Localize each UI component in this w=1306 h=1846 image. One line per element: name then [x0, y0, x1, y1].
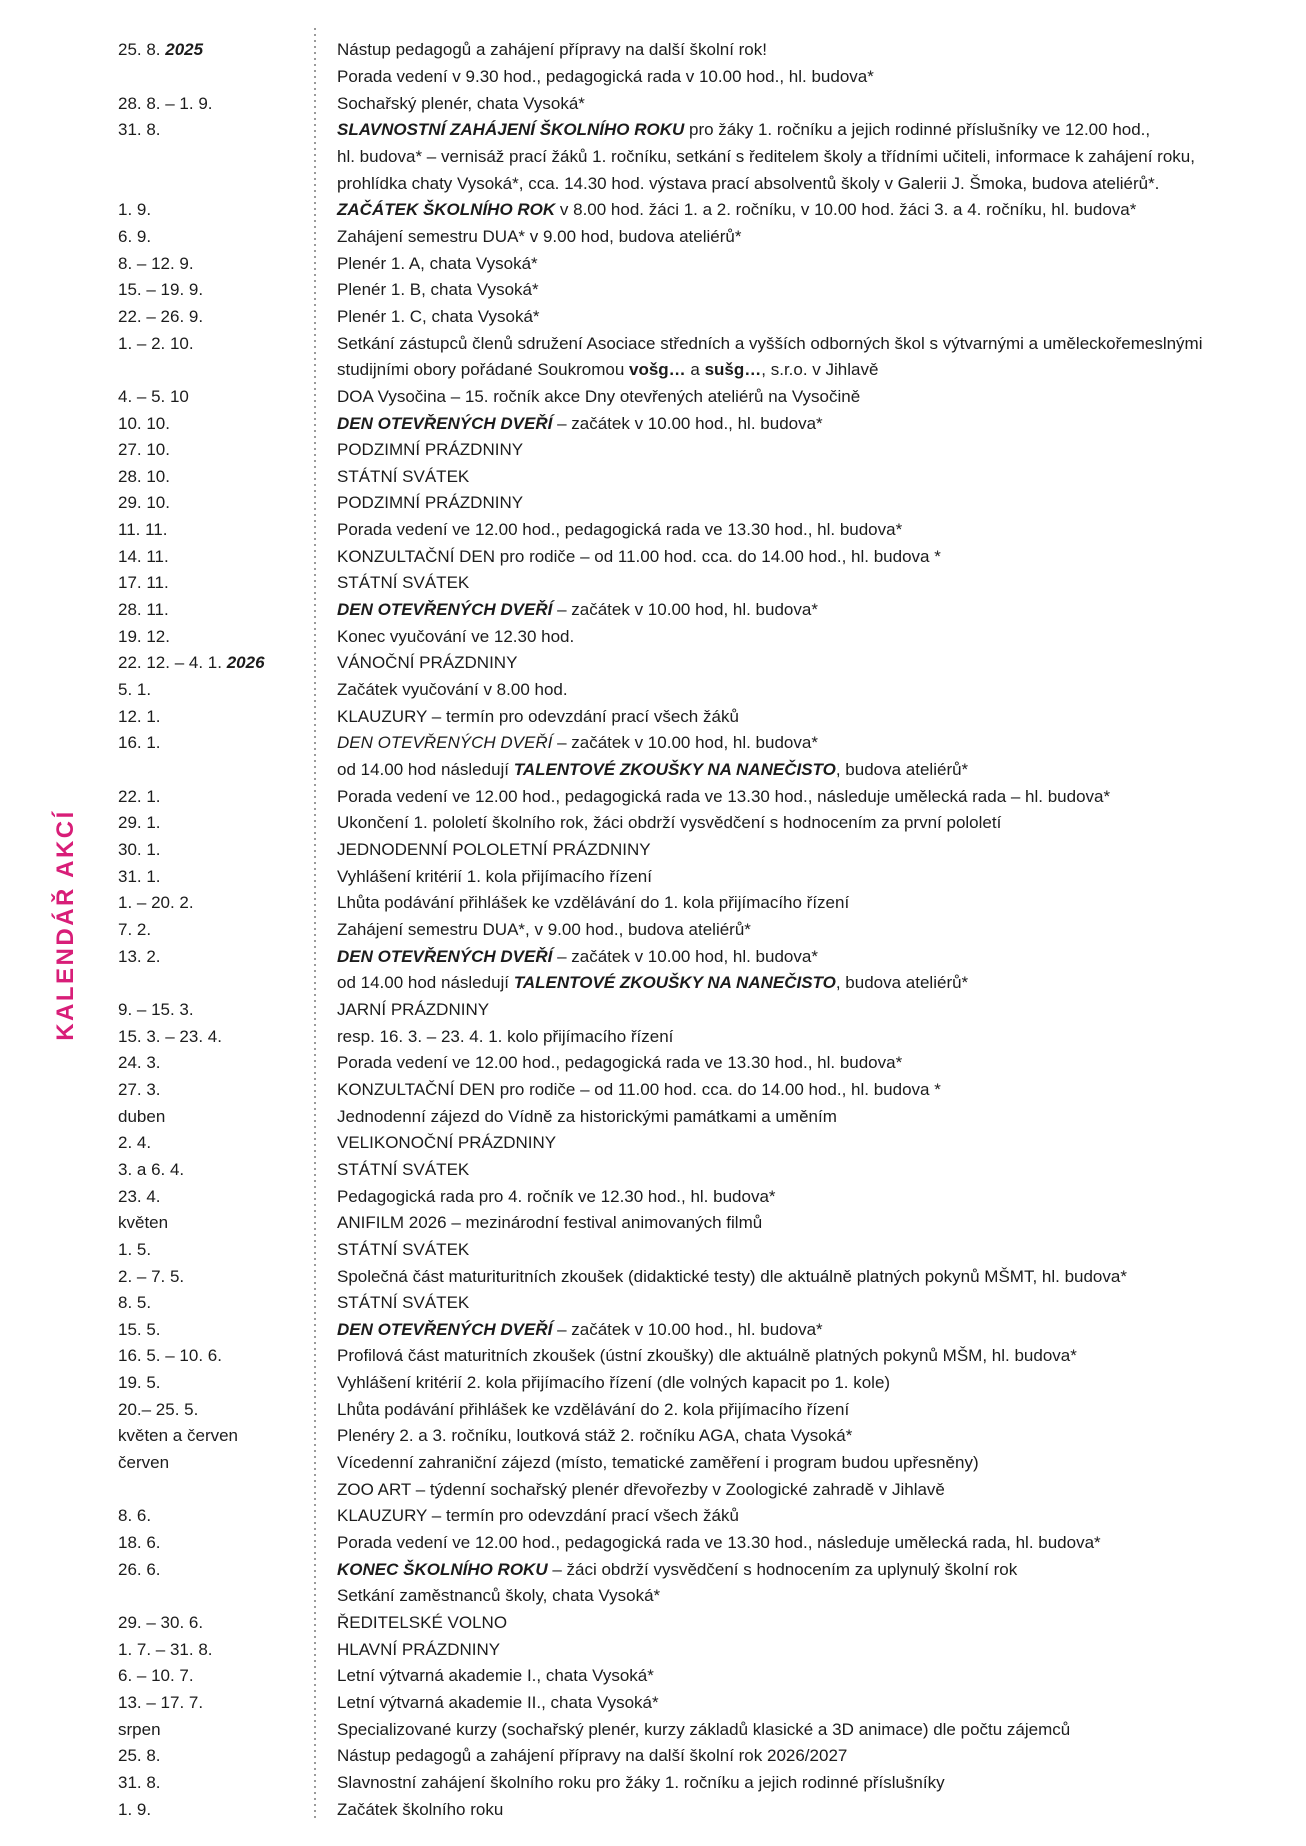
date-cell: 13. 2. [118, 946, 161, 966]
event-text: Nástup pedagogů a zahájení přípravy na další školní rok 2026/2027 [337, 1746, 848, 1766]
calendar-row [118, 1743, 1298, 1770]
event-text: od 14.00 hod následují TALENTOVÉ ZKOUŠKY NA NANEČISTO, budova ateliérů* [337, 760, 969, 780]
calendar-row [118, 1370, 1298, 1397]
event-text: Setkání zástupců členů sdružení Asociace středních a vyšších odborných škol s výtvarnými a uměleckořemeslnými [337, 333, 1203, 353]
event-text: DEN OTEVŘENÝCH DVEŘÍ – začátek v 10.00 hod, hl. budova* [337, 946, 818, 966]
calendar-row [118, 250, 1298, 277]
event-text: ANIFILM 2026 – mezinárodní festival animovaných filmů [337, 1213, 763, 1233]
date-cell: 28. 8. – 1. 9. [118, 93, 213, 113]
calendar-row [118, 1183, 1298, 1210]
event-text: Letní výtvarná akademie II., chata Vysoká* [337, 1693, 659, 1713]
event-text: PODZIMNÍ PRÁZDNINY [337, 493, 524, 513]
calendar-row [118, 144, 1298, 171]
event-text: KONZULTAČNÍ DEN pro rodiče – od 11.00 hod. cca. do 14.00 hod., hl. budova * [337, 546, 941, 566]
event-text: Začátek školního roku [337, 1799, 504, 1819]
date-cell: 8. 6. [118, 1506, 152, 1526]
event-text: Zahájení semestru DUA*, v 9.00 hod., budova ateliérů* [337, 919, 751, 939]
calendar-row [118, 410, 1298, 437]
calendar-row [118, 1130, 1298, 1157]
date-cell: 23. 4. [118, 1186, 161, 1206]
date-cell: 15. – 19. 9. [118, 280, 204, 300]
date-cell: 15. 3. – 23. 4. [118, 1026, 222, 1046]
event-text: Nástup pedagogů a zahájení přípravy na další školní rok! [337, 40, 767, 60]
date-cell: 27. 3. [118, 1079, 161, 1099]
date-cell: 31. 8. [118, 120, 161, 140]
calendar-row [118, 1450, 1298, 1477]
calendar-row [118, 1210, 1298, 1237]
event-text: Slavnostní zahájení školního roku pro žáky 1. ročníku a jejich rodinné příslušníky [337, 1772, 945, 1792]
event-text: Profilová část maturitních zkoušek (ústní zkoušky) dle aktuálně platných pokynů MŠM, hl. budova* [337, 1346, 1077, 1366]
date-cell: 25. 8. [118, 1746, 161, 1766]
event-text: STÁTNÍ SVÁTEK [337, 1159, 470, 1179]
date-cell: 14. 11. [118, 546, 169, 566]
date-cell: 6. – 10. 7. [118, 1666, 194, 1686]
date-cell: 1. – 20. 2. [118, 893, 194, 913]
date-cell: 22. 1. [118, 786, 161, 806]
calendar-row [118, 277, 1298, 304]
calendar-row [118, 597, 1298, 624]
event-text: KLAUZURY – termín pro odevzdání prací všech žáků [337, 1506, 739, 1526]
date-cell: 2. 4. [118, 1133, 152, 1153]
date-cell: 16. 5. – 10. 6. [118, 1346, 222, 1366]
date-cell: 24. 3. [118, 1053, 161, 1073]
calendar-row [118, 1583, 1298, 1610]
event-text: Specializované kurzy (sochařský plenér, kurzy základů klasické a 3D animace) dle počtu zájemců [337, 1719, 1071, 1739]
event-text: Vyhlášení kritérií 2. kola přijímacího řízení (dle volných kapacit po 1. kole) [337, 1373, 891, 1393]
date-cell: 6. 9. [118, 226, 152, 246]
date-cell: 29. 10. [118, 493, 170, 513]
date-cell: 8. 5. [118, 1293, 152, 1313]
event-text: PODZIMNÍ PRÁZDNINY [337, 440, 524, 460]
event-text: Porada vedení ve 12.00 hod., pedagogická rada ve 13.30 hod., následuje umělecká rada – hl. budova* [337, 786, 1111, 806]
date-cell: květen [118, 1213, 169, 1233]
event-text: Porada vedení v 9.30 hod., pedagogická rada v 10.00 hod., hl. budova* [337, 66, 874, 86]
event-text: STÁTNÍ SVÁTEK [337, 1239, 470, 1259]
calendar-row [118, 1770, 1298, 1797]
calendar-rows [118, 37, 1298, 1823]
event-text: Porada vedení ve 12.00 hod., pedagogická rada ve 13.30 hod., hl. budova* [337, 520, 903, 540]
calendar-row [118, 1663, 1298, 1690]
date-cell: 26. 6. [118, 1559, 161, 1579]
event-text: Lhůta podávání přihlášek ke vzdělávání do 1. kola přijímacího řízení [337, 893, 850, 913]
calendar-row [118, 703, 1298, 730]
calendar-row [118, 1530, 1298, 1557]
date-cell: 12. 1. [118, 706, 161, 726]
event-text: Plenér 1. C, chata Vysoká* [337, 306, 540, 326]
date-cell: 4. – 5. 10 [118, 386, 189, 406]
date-cell: 1. 5. [118, 1239, 152, 1259]
event-text: STÁTNÍ SVÁTEK [337, 466, 470, 486]
date-cell: 1. 7. – 31. 8. [118, 1639, 213, 1659]
date-cell: 30. 1. [118, 840, 161, 860]
calendar-row [118, 863, 1298, 890]
calendar-row [118, 837, 1298, 864]
date-cell: 18. 6. [118, 1533, 161, 1553]
event-text: Plenér 1. B, chata Vysoká* [337, 280, 539, 300]
date-cell: 19. 12. [118, 626, 170, 646]
date-cell: 25. 8. 2025 [118, 40, 204, 60]
date-cell: 29. – 30. 6. [118, 1613, 204, 1633]
date-cell: 13. – 17. 7. [118, 1693, 204, 1713]
calendar-row [118, 1317, 1298, 1344]
calendar-row [118, 1050, 1298, 1077]
date-cell: 28. 11. [118, 600, 169, 620]
calendar-row [118, 170, 1298, 197]
calendar-row [118, 890, 1298, 917]
event-text: DEN OTEVŘENÝCH DVEŘÍ – začátek v 10.00 hod., hl. budova* [337, 1319, 823, 1339]
calendar-row [118, 224, 1298, 251]
event-text: Porada vedení ve 12.00 hod., pedagogická rada ve 13.30 hod., hl. budova* [337, 1053, 903, 1073]
event-text: ZAČÁTEK ŠKOLNÍHO ROK v 8.00 hod. žáci 1. a 2. ročníku, v 10.00 hod. žáci 3. a 4. ročníku, hl. budova* [337, 200, 1137, 220]
calendar-row [118, 1716, 1298, 1743]
calendar-row [118, 1290, 1298, 1317]
calendar-row [118, 783, 1298, 810]
date-cell: 31. 1. [118, 866, 161, 886]
date-cell: 16. 1. [118, 733, 161, 753]
event-text: KONEC ŠKOLNÍHO ROKU – žáci obdrží vysvědčení s hodnocením za uplynulý školní rok [337, 1559, 1018, 1579]
page-title: KALENDÁŘ AKCÍ [52, 809, 79, 1041]
date-cell: červen [118, 1453, 170, 1473]
calendar-row [118, 917, 1298, 944]
event-text: Zahájení semestru DUA* v 9.00 hod, budova ateliérů* [337, 226, 742, 246]
date-cell: 11. 11. [118, 520, 168, 540]
date-cell: 31. 8. [118, 1772, 161, 1792]
calendar-row [118, 517, 1298, 544]
calendar-row [118, 1263, 1298, 1290]
date-cell: 29. 1. [118, 813, 161, 833]
event-text: KLAUZURY – termín pro odevzdání prací všech žáků [337, 706, 739, 726]
event-text: Porada vedení ve 12.00 hod., pedagogická rada ve 13.30 hod., následuje umělecká rada, hl. budova* [337, 1533, 1101, 1553]
date-cell: srpen [118, 1719, 161, 1739]
calendar-row [118, 943, 1298, 970]
date-cell: 22. – 26. 9. [118, 306, 204, 326]
calendar-row [118, 1690, 1298, 1717]
calendar-row [118, 90, 1298, 117]
calendar-row [118, 1636, 1298, 1663]
event-text: KONZULTAČNÍ DEN pro rodiče – od 11.00 hod. cca. do 14.00 hod., hl. budova * [337, 1079, 941, 1099]
calendar-row [118, 757, 1298, 784]
calendar-row [118, 1077, 1298, 1104]
calendar-row [118, 1237, 1298, 1264]
date-cell: 19. 5. [118, 1373, 161, 1393]
date-cell: 5. 1. [118, 680, 152, 700]
date-cell: 10. 10. [118, 413, 170, 433]
date-cell: 22. 12. – 4. 1. 2026 [118, 653, 265, 673]
calendar-row [118, 650, 1298, 677]
event-text: Vícedenní zahraniční zájezd (místo, tematické zaměření i program budou upřesněny) [337, 1453, 979, 1473]
event-text: od 14.00 hod následují TALENTOVÉ ZKOUŠKY NA NANEČISTO, budova ateliérů* [337, 973, 969, 993]
calendar-row [118, 677, 1298, 704]
event-text: VELIKONOČNÍ PRÁZDNINY [337, 1133, 557, 1153]
calendar-row [118, 490, 1298, 517]
event-text: Pedagogická rada pro 4. ročník ve 12.30 hod., hl. budova* [337, 1186, 776, 1206]
calendar-row [118, 1157, 1298, 1184]
event-text: Plenér 1. A, chata Vysoká* [337, 253, 538, 273]
event-text: prohlídka chaty Vysoká*, cca. 14.30 hod. výstava prací absolventů školy v Galerii J. Šmoka, budova ateliérů*. [337, 173, 1160, 193]
event-text: JEDNODENNÍ POLOLETNÍ PRÁZDNINY [337, 840, 651, 860]
calendar-row [118, 437, 1298, 464]
event-text: Sochařský plenér, chata Vysoká* [337, 93, 585, 113]
event-text: ZOO ART – týdenní sochařský plenér dřevořezby v Zoologické zahradě v Jihlavě [337, 1479, 945, 1499]
event-text: Vyhlášení kritérií 1. kola přijímacího řízení [337, 866, 652, 886]
date-cell: 7. 2. [118, 919, 152, 939]
calendar-row [118, 384, 1298, 411]
event-text: VÁNOČNÍ PRÁZDNINY [337, 653, 518, 673]
date-cell: 1. – 2. 10. [118, 333, 194, 353]
event-text: Plenéry 2. a 3. ročníku, loutková stáž 2. ročníku AGA, chata Vysoká* [337, 1426, 853, 1446]
event-text: Letní výtvarná akademie I., chata Vysoká* [337, 1666, 654, 1686]
calendar-row [118, 1343, 1298, 1370]
event-text: Ukončení 1. pololetí školního rok, žáci obdrží vysvědčení s hodnocením za první pololetí [337, 813, 1002, 833]
date-cell: 17. 11. [118, 573, 169, 593]
calendar-row [118, 1396, 1298, 1423]
calendar-row [118, 1503, 1298, 1530]
event-text: studijními obory pořádané Soukromou vošg… a sušg…, s.r.o. v Jihlavě [337, 360, 879, 380]
calendar-row [118, 304, 1298, 331]
event-text: Setkání zaměstnanců školy, chata Vysoká* [337, 1586, 661, 1606]
calendar-row [118, 197, 1298, 224]
event-text: STÁTNÍ SVÁTEK [337, 1293, 470, 1313]
calendar-row [118, 1610, 1298, 1637]
event-text: resp. 16. 3. – 23. 4. 1. kolo přijímacího řízení [337, 1026, 674, 1046]
calendar-row [118, 1556, 1298, 1583]
date-cell: květen a červen [118, 1426, 239, 1446]
date-cell: 20.– 25. 5. [118, 1399, 199, 1419]
event-text: Konec vyučování ve 12.30 hod. [337, 626, 575, 646]
calendar-row [118, 1023, 1298, 1050]
calendar-row [118, 730, 1298, 757]
date-cell: 15. 5. [118, 1319, 161, 1339]
date-cell: 9. – 15. 3. [118, 999, 194, 1019]
calendar-row [118, 117, 1298, 144]
event-text: DEN OTEVŘENÝCH DVEŘÍ – začátek v 10.00 hod., hl. budova* [337, 413, 823, 433]
calendar-row [118, 37, 1298, 64]
date-cell: 28. 10. [118, 466, 170, 486]
calendar-row [118, 970, 1298, 997]
event-text: DOA Vysočina – 15. ročník akce Dny otevřených ateliérů na Vysočině [337, 386, 861, 406]
calendar-row [118, 1476, 1298, 1503]
date-cell: 3. a 6. 4. [118, 1159, 185, 1179]
event-text: Začátek vyučování v 8.00 hod. [337, 680, 568, 700]
calendar-row [118, 570, 1298, 597]
calendar-row [118, 64, 1298, 91]
calendar-row [118, 543, 1298, 570]
date-cell: 1. 9. [118, 1799, 152, 1819]
calendar-row [118, 357, 1298, 384]
event-text: hl. budova* – vernisáž prací žáků 1. ročníku, setkání s ředitelem školy a třídními učiteli, informace k zahájení roku, [337, 146, 1195, 166]
event-text: STÁTNÍ SVÁTEK [337, 573, 470, 593]
calendar-row [118, 1423, 1298, 1450]
calendar-row [118, 997, 1298, 1024]
event-text: Jednodenní zájezd do Vídně za historickými památkami a uměním [337, 1106, 837, 1126]
date-cell: 27. 10. [118, 440, 170, 460]
date-cell: duben [118, 1106, 166, 1126]
event-text: Společná část maturituritních zkoušek (didaktické testy) dle aktuálně platných pokynů MŠMT, hl. budova* [337, 1266, 1127, 1286]
event-text: SLAVNOSTNÍ ZAHÁJENÍ ŠKOLNÍHO ROKU pro žáky 1. ročníku a jejich rodinné příslušníky ve 12.00 hod., [337, 120, 1151, 140]
calendar-row [118, 810, 1298, 837]
calendar-row [118, 623, 1298, 650]
event-text: Lhůta podávání přihlášek ke vzdělávání do 2. kola přijímacího řízení [337, 1399, 850, 1419]
event-text: JARNÍ PRÁZDNINY [337, 999, 490, 1019]
event-text: HLAVNÍ PRÁZDNINY [337, 1639, 501, 1659]
event-text: ŘEDITELSKÉ VOLNO [337, 1613, 508, 1633]
calendar-row [118, 1103, 1298, 1130]
calendar-row [118, 1796, 1298, 1823]
event-text: DEN OTEVŘENÝCH DVEŘÍ – začátek v 10.00 hod, hl. budova* [337, 600, 818, 620]
date-cell: 1. 9. [118, 200, 152, 220]
date-cell: 2. – 7. 5. [118, 1266, 185, 1286]
event-text: DEN OTEVŘENÝCH DVEŘÍ – začátek v 10.00 hod, hl. budova* [337, 733, 818, 753]
calendar-row [118, 464, 1298, 491]
date-cell: 8. – 12. 9. [118, 253, 194, 273]
calendar-row [118, 330, 1298, 357]
